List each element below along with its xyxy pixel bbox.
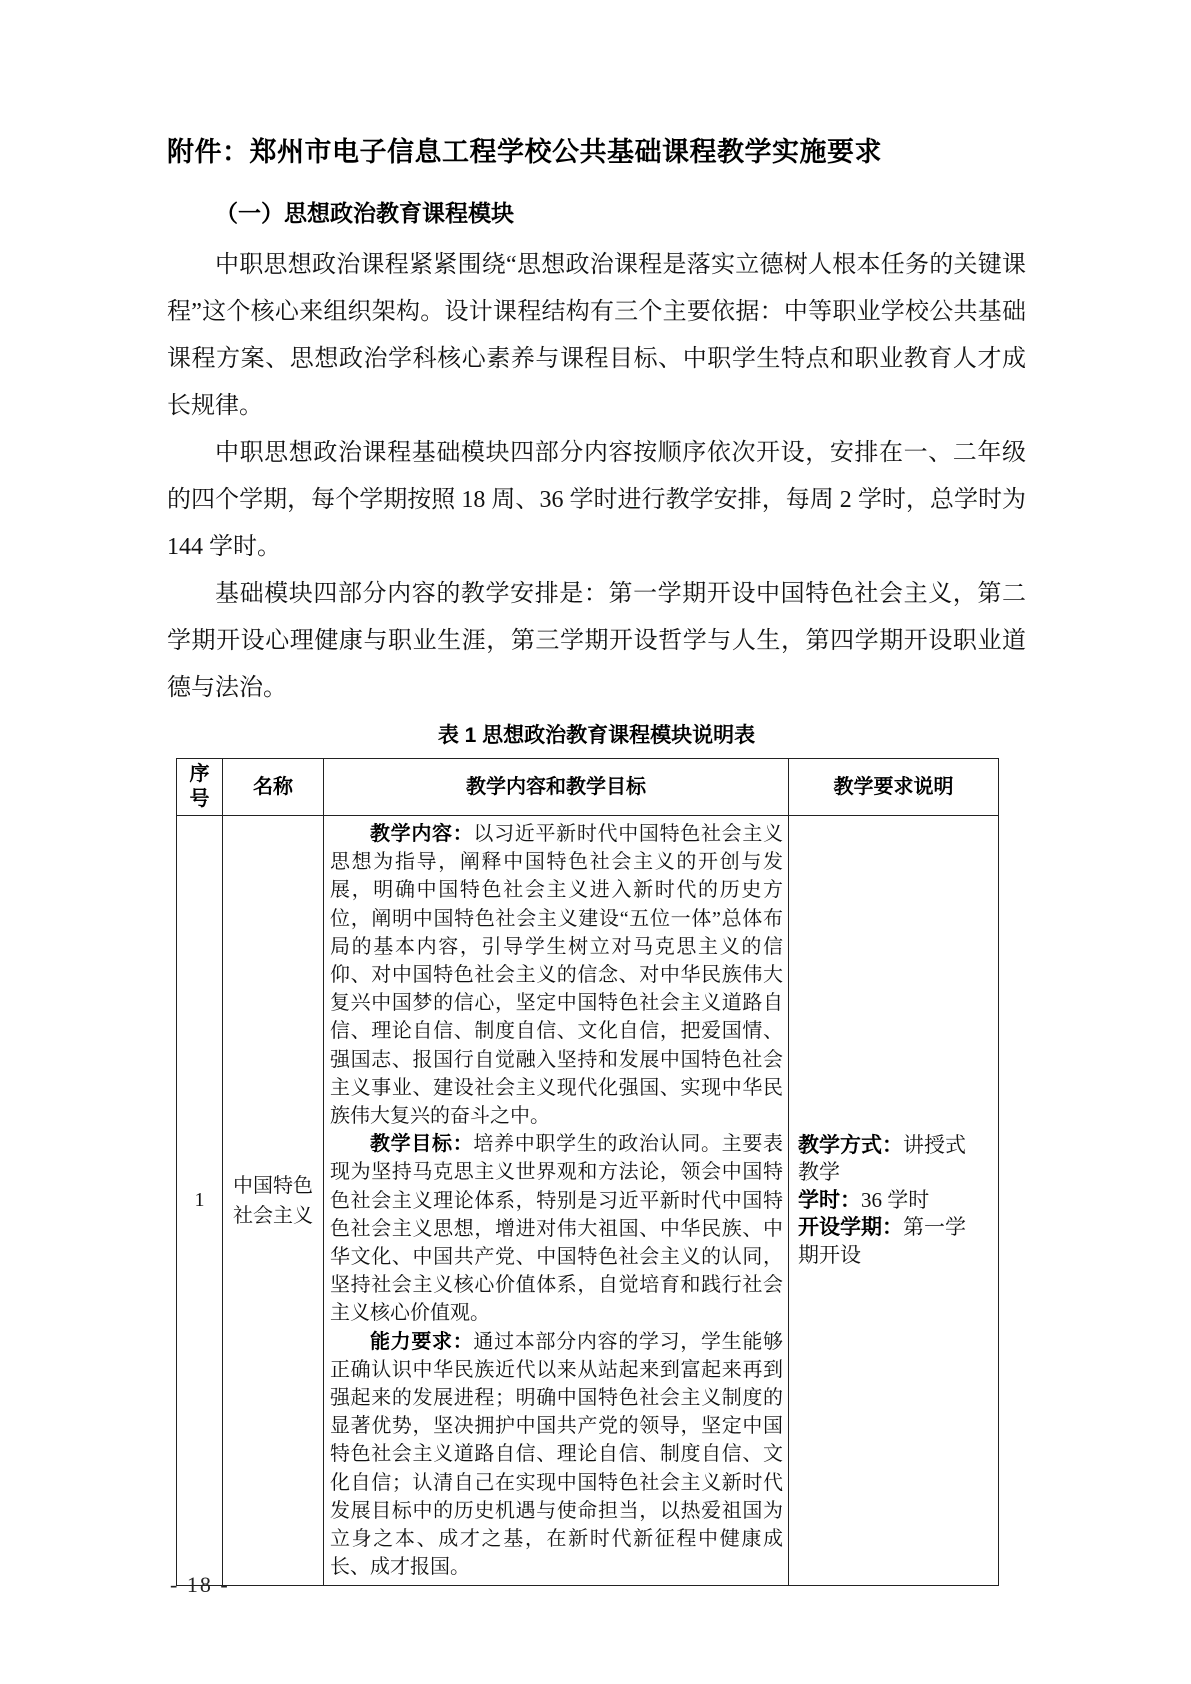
table-caption: 表 1 思想政治教育课程模块说明表 [437,724,756,747]
ability-requirement-label: 能力要求： [370,1330,474,1353]
ability-requirement-paragraph [330,1328,783,1582]
teaching-goal-text: 培养中职学生的政治认同。主要表现为坚持马克思主义世界观和方法论，领会中国特色社会主义理论体系，特别是习近平新时代中国特色社会主义思想，增进对伟大祖国、中华民族、中华文化、中国共产党、中国特色社会主义的认同，坚持社会主义核心价值体系，自觉培育和践行社会主义核心价值观。 [330,1133,784,1325]
row-requirements-cell [789,816,999,1586]
col-header-name: 名称 [223,759,324,816]
ability-requirement-text: 通过本部分内容的学习，学生能够正确认识中华民族近代以来从站起来到富起来再到强起来的发展进程；明确中国特色社会主义制度的显著优势，坚决拥护中国共产党的领导，坚定中国特色社会主义道路自信、理论自信、制度自信、文化自信；认清自己在实现中国特色社会主义新时代发展目标中的历史机遇与使命担当，以热爱祖国为立身之本、成才之基，在新时代新征程中健康成长、成才报国。 [330,1330,784,1579]
teaching-method-label: 教学方式： [798,1133,903,1157]
row-name-cell [223,816,324,1586]
paragraph-2: 中职思想政治课程基础模块四部分内容按顺序依次开设，安排在一、二年级的四个学期，每个学期按照 18 周、36 学时进行教学安排，每周 2 学时，总学时为 144 学时。 [167,440,1026,560]
class-hours-item [798,1187,970,1215]
course-name: 中国特色社会主义 [233,1174,313,1227]
section-heading: （一）思想政治教育课程模块 [215,200,514,226]
paragraph-1: 中职思想政治课程紧紧围绕“思想政治课程是落实立德树人根本任务的关键课程”这个核心来组织架构。设计课程结构有三个主要依据：中等职业学校公共基础课程方案、思想政治学科核心素养与课程目标、中职学生特点和职业教育人才成长规律。 [167,252,1026,419]
class-hours-label: 学时： [798,1188,861,1212]
course-module-table [176,758,999,1586]
paragraph-3: 基础模块四部分内容的教学安排是：第一学期开设中国特色社会主义，第二学期开设心理健康与职业生涯，第三学期开设哲学与人生，第四学期开设职业道德与法治。 [167,581,1026,701]
teaching-content-text: 以习近平新时代中国特色社会主义思想为指导，阐释中国特色社会主义的开创与发展，明确中国特色社会主义进入新时代的历史方位，阐明中国特色社会主义建设“五位一体”总体布局的基本内容，引导学生树立对马克思主义的信仰、对中国特色社会主义的信念、对中华民族伟大复兴中国梦的信心，坚定中国特色社会主义道路自信、理论自信、制度自信、文化自信，把爱国情、强国志、报国行自觉融入坚持和发展中国特色社会主义事业、建设社会主义现代化强国、实现中华民族伟大复兴的奋斗之中。 [330,823,784,1128]
semester-item [798,1214,970,1269]
page-title: 附件：郑州市电子信息工程学校公共基础课程教学实施要求 [167,137,882,167]
teaching-goal-paragraph [330,1130,783,1327]
body-text [167,242,1026,712]
col-header-requirements: 教学要求说明 [789,759,999,816]
teaching-content-paragraph [330,820,783,1130]
table-header-row [177,759,999,816]
col-header-content: 教学内容和教学目标 [324,759,789,816]
col-header-index: 序号 [177,759,223,816]
teaching-method-item [798,1132,970,1187]
semester-label: 开设学期： [798,1216,903,1240]
row-index-cell: 1 [177,816,223,1586]
page-number: - 18 - [170,1572,230,1597]
teaching-goal-label: 教学目标： [370,1133,474,1156]
teaching-content-label: 教学内容： [370,823,474,845]
semester-text: 第一学期开设 [798,1215,966,1267]
teaching-method-text: 讲授式教学 [798,1132,966,1185]
class-hours-text: 36 学时 [861,1187,930,1212]
table-row [177,816,999,1586]
row-content-cell [324,816,789,1586]
